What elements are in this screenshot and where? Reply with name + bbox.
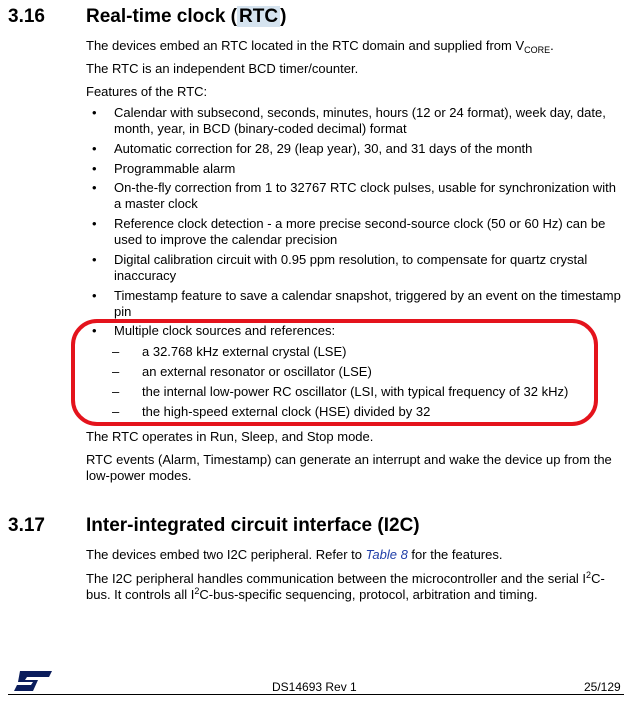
features-label: Features of the RTC: — [86, 84, 208, 99]
st-logo-icon — [14, 671, 52, 696]
footer-page-number: 25/129 — [584, 680, 621, 694]
highlighted-term: RTC — [239, 6, 279, 27]
bullet-dot: • — [92, 105, 97, 120]
list-item: Digital calibration circuit with 0.95 ppm resolution, to compensate for quartz crystal inaccuracy — [114, 252, 588, 283]
list-item: Multiple clock sources and references: — [114, 323, 336, 338]
list-item: On-the-fly correction from 1 to 32767 RTC clock pulses, usable for synchronization with a master clock — [114, 180, 616, 211]
en-dash: – — [112, 384, 120, 399]
paragraph: The I2C peripheral handles communication between the microcontroller and the serial $I^2C$-bus. It controls all $I^2C-bus$-specific sequencing, protocol, arbitration and timing. — [86, 570, 605, 602]
bullet-dot: • — [92, 216, 97, 231]
paragraph: The devices embed an RTC located in the RTC domain and supplied from $V_{CORE}$. — [86, 38, 554, 55]
en-dash: – — [112, 344, 120, 359]
section-number: 3.16 — [8, 6, 45, 27]
section-title: Real-time clock ( RTC ) — [86, 6, 287, 27]
red-annotation-circle — [71, 319, 598, 426]
sub-list-item: the high-speed external clock (HSE) divided by 32 — [142, 404, 431, 419]
list-item: Automatic correction for 28, 29 (leap year), 30, and 31 days of the month — [114, 141, 533, 156]
en-dash: – — [112, 404, 120, 419]
table-8-link[interactable]: Table 8 — [365, 547, 408, 562]
list-item: Reference clock detection - a more precise second-source clock (50 or 60 Hz) can be used to improve the calendar precision — [114, 216, 606, 247]
section-title: Inter-integrated circuit interface (I2C) — [86, 515, 420, 536]
bullet-dot: • — [92, 288, 97, 303]
paragraph: The RTC operates in Run, Sleep, and Stop mode. — [86, 429, 374, 444]
footer-rule — [8, 694, 624, 695]
sub-list-item: a 32.768 kHz external crystal (LSE) — [142, 344, 347, 359]
paragraph: The RTC is an independent BCD timer/counter. — [86, 61, 359, 76]
list-item: Timestamp feature to save a calendar snapshot, triggered by an event on the timestamp pin — [114, 288, 621, 319]
sub-list-item: the internal low-power RC oscillator (LSI, with typical frequency of 32 kHz) — [142, 384, 569, 399]
en-dash: – — [112, 364, 120, 379]
list-item: Calendar with subsecond, seconds, minutes, hours (12 or 24 format), week day, date, month, year, in BCD (binary-coded decimal) format — [114, 105, 606, 136]
list-item: Programmable alarm — [114, 161, 236, 176]
footer-doc-id: DS14693 Rev 1 — [272, 680, 357, 694]
paragraph: RTC events (Alarm, Timestamp) can generate an interrupt and wake the device up from the low-power modes. — [86, 452, 612, 483]
paragraph: The devices embed two I2C peripheral. Refer to Table 8 for the features. — [86, 547, 503, 562]
sub-list-item: an external resonator or oscillator (LSE) — [142, 364, 372, 379]
bullet-dot: • — [92, 252, 97, 267]
bullet-dot: • — [92, 141, 97, 156]
bullet-dot: • — [92, 161, 97, 176]
section-number: 3.17 — [8, 515, 45, 536]
bullet-dot: • — [92, 180, 97, 195]
bullet-dot: • — [92, 323, 97, 338]
